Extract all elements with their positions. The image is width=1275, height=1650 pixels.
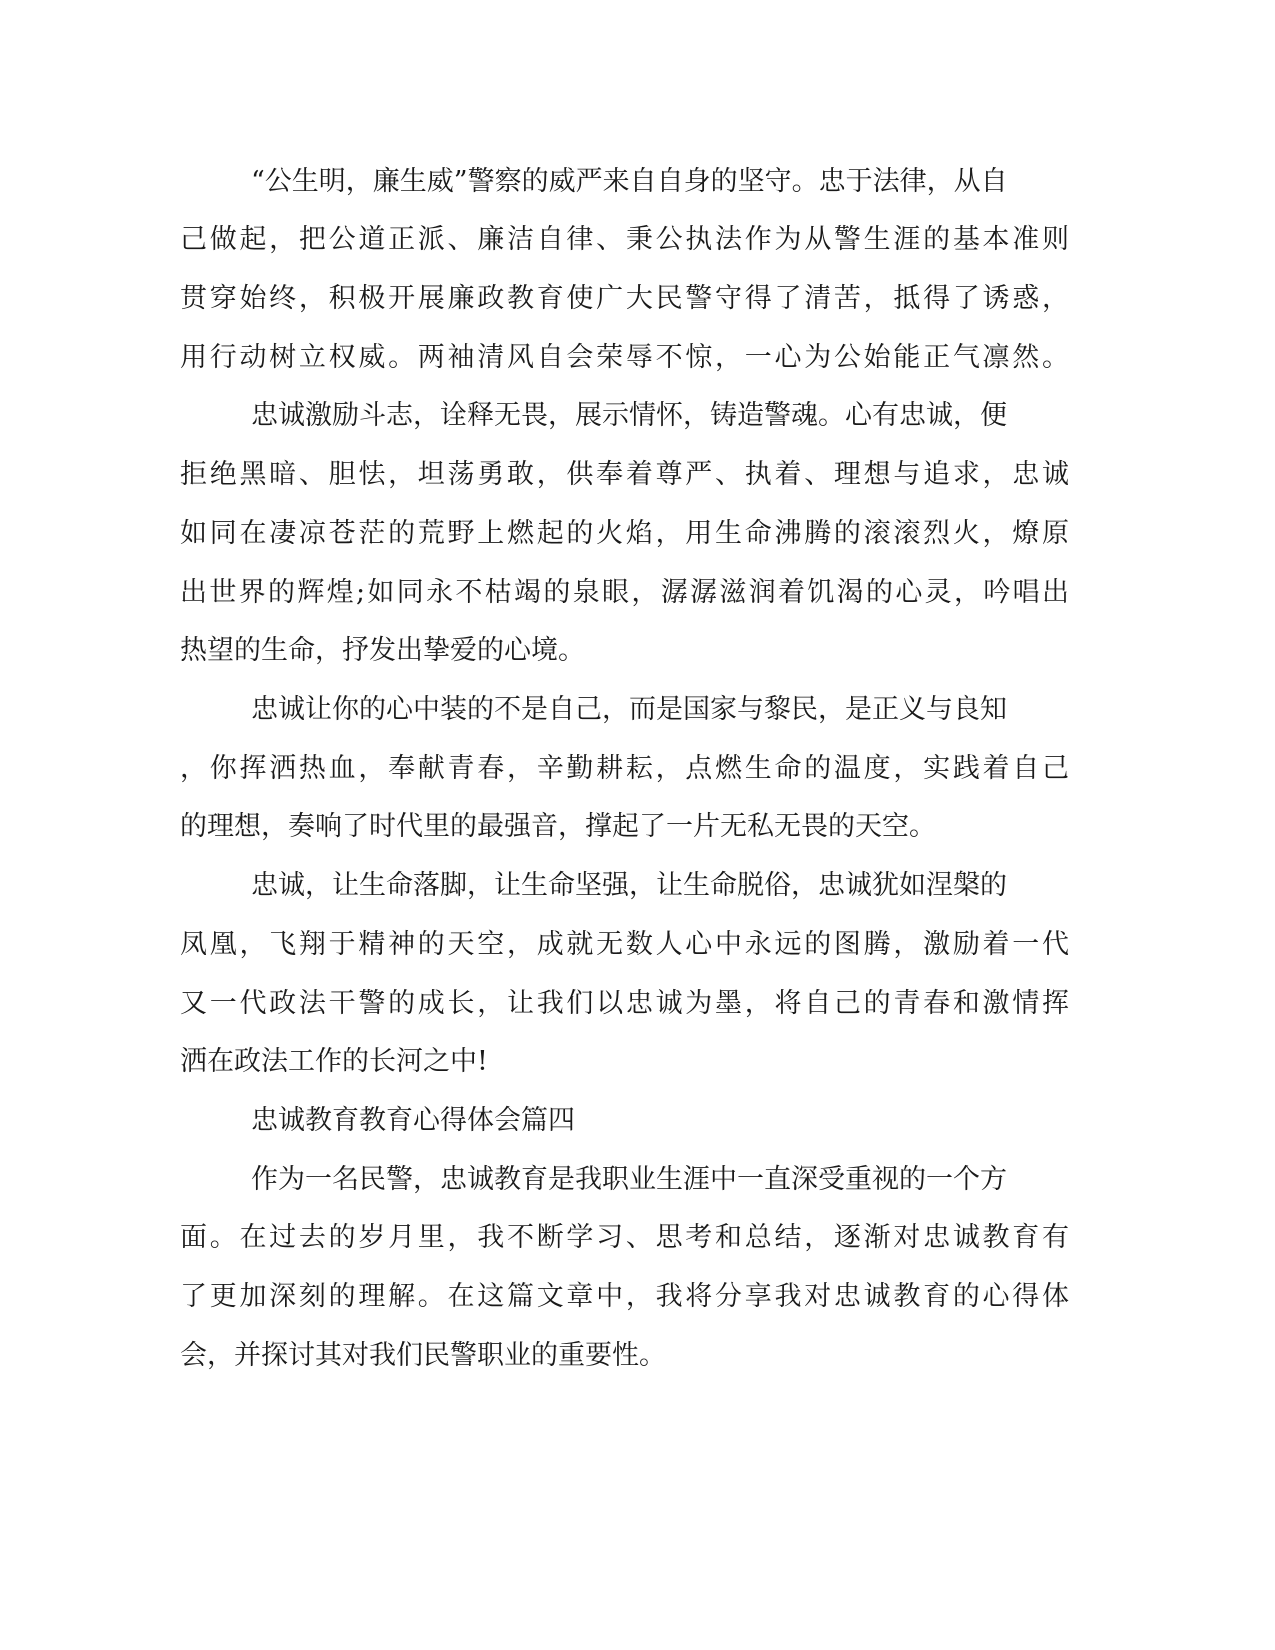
paragraph-2-line-1: 忠诚激励斗志，诠释无畏，展示情怀，铸造警魂。心有忠诚，便 — [251, 400, 1007, 431]
section-heading: 忠诚教育教育心得体会篇四 — [251, 1105, 575, 1136]
paragraph-2-line-4: 出世界的辉煌;如同永不枯竭的泉眼，潺潺滋润着饥渴的心灵，吟唱出 — [180, 577, 1069, 608]
paragraph-3-line-2: ，你挥洒热血，奉献青春，辛勤耕耘，点燃生命的温度，实践着自己 — [180, 753, 1069, 784]
paragraph-5-line-1: 作为一名民警，忠诚教育是我职业生涯中一直深受重视的一个方 — [251, 1164, 1007, 1195]
paragraph-4-line-2: 凤凰，飞翔于精神的天空，成就无数人心中永远的图腾，激励着一代 — [180, 929, 1069, 960]
paragraph-3-line-1: 忠诚让你的心中装的不是自己，而是国家与黎民，是正义与良知 — [251, 694, 1007, 725]
paragraph-1-line-4: 用行动树立权威。两袖清风自会荣辱不惊，一心为公始能正气凛然。 — [180, 342, 1069, 373]
paragraph-4-line-3: 又一代政法干警的成长，让我们以忠诚为墨，将自己的青春和激情挥 — [180, 988, 1069, 1019]
paragraph-2-line-5: 热望的生命，抒发出挚爱的心境。 — [180, 635, 585, 666]
paragraph-5-line-2: 面。在过去的岁月里，我不断学习、思考和总结，逐渐对忠诚教育有 — [180, 1222, 1069, 1253]
paragraph-3-line-3: 的理想，奏响了时代里的最强音，撑起了一片无私无畏的天空。 — [180, 811, 936, 842]
paragraph-4-line-1: 忠诚，让生命落脚，让生命坚强，让生命脱俗，忠诚犹如涅槃的 — [251, 870, 1007, 901]
paragraph-2-line-2: 拒绝黑暗、胆怯，坦荡勇敢，供奉着尊严、执着、理想与追求，忠诚 — [180, 459, 1069, 490]
paragraph-1-line-2: 己做起，把公道正派、廉洁自律、秉公执法作为从警生涯的基本准则 — [180, 224, 1069, 255]
paragraph-2-line-3: 如同在凄凉苍茫的荒野上燃起的火焰，用生命沸腾的滚滚烈火，燎原 — [180, 518, 1069, 549]
paragraph-5-line-4: 会，并探讨其对我们民警职业的重要性。 — [180, 1340, 666, 1371]
paragraph-5-line-3: 了更加深刻的理解。在这篇文章中，我将分享我对忠诚教育的心得体 — [180, 1281, 1069, 1312]
paragraph-1-line-3: 贯穿始终，积极开展廉政教育使广大民警守得了清苦，抵得了诱惑， — [180, 283, 1069, 314]
paragraph-1-line-1: “公生明，廉生威”警察的威严来自自身的坚守。忠于法律，从自 — [251, 166, 1008, 197]
paragraph-4-line-4: 洒在政法工作的长河之中! — [180, 1046, 488, 1077]
